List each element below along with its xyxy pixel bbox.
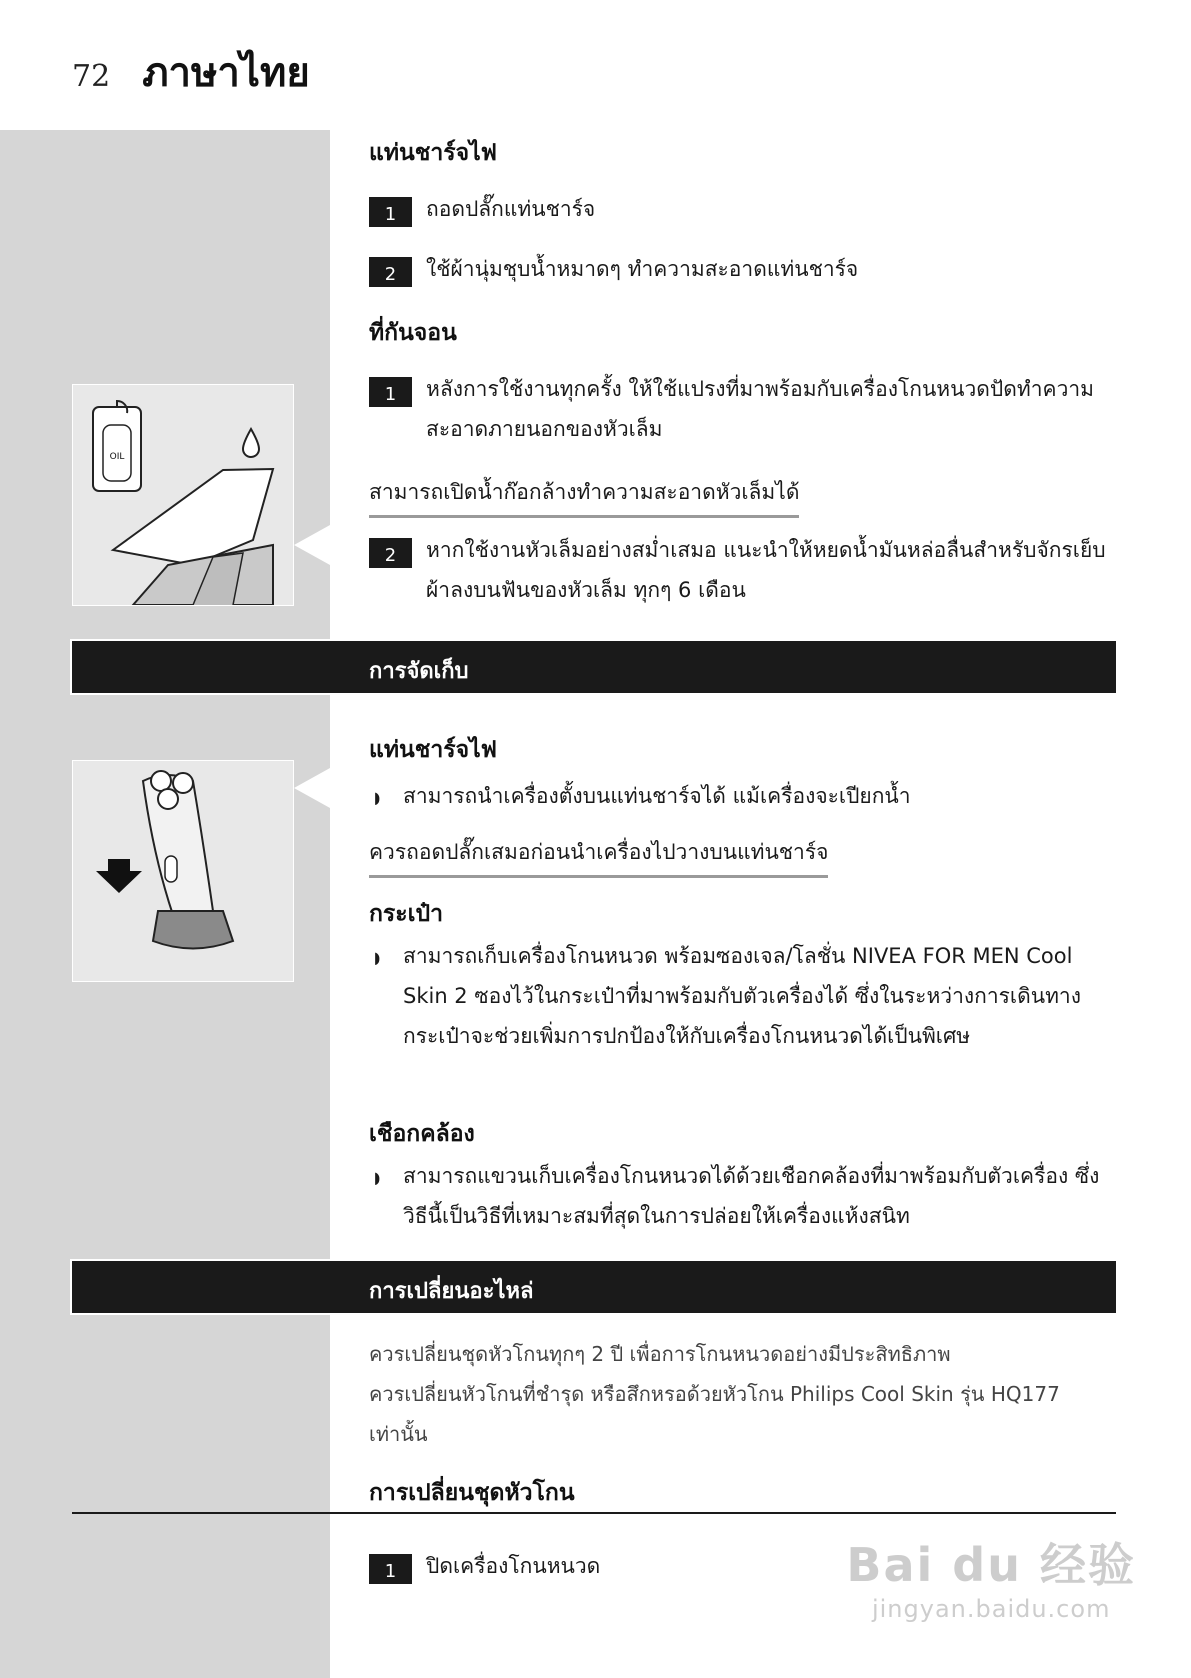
- bullet-item: [369, 780, 1153, 816]
- pouch-title: กระเป๋า: [369, 901, 444, 927]
- step-text: ปิดเครื่องโกนหนวด: [426, 1554, 601, 1578]
- bullet-text: สามารถแขวนเก็บเครื่องโกนหนวดได้ด้วยเชือกคล้องที่มาพร้อมกับตัวเครื่อง ซึ่งวิธีนี้เป็นวิธีที่เหมาะสมที่สุดในการปล่อยให้เครื่องแห้งสนิท: [403, 1164, 1100, 1228]
- charger-storage-title: แท่นชาร์จไฟ: [369, 737, 497, 763]
- bullet-icon: ◗: [374, 1168, 381, 1187]
- divider: [72, 1512, 1116, 1514]
- illustration-pointer: [294, 525, 330, 565]
- page-header: [72, 40, 310, 104]
- step-text: ถอดปลั๊กแท่นชาร์จ: [426, 197, 596, 221]
- page-language-title: ภาษาไทย: [142, 49, 310, 96]
- watermark-logo: Bai du 经验: [846, 1538, 1136, 1592]
- shaver-charger-illustration: [72, 760, 294, 982]
- step-item: [369, 375, 1126, 449]
- cord-title: เชือกคล้อง: [369, 1121, 475, 1147]
- step-number: 1: [369, 1554, 412, 1584]
- bullet-icon: ◗: [374, 948, 381, 967]
- step-text: หลังการใช้งานทุกครั้ง ให้ใช้แปรงที่มาพร้อมกับเครื่องโกนหนวดปัดทำความสะอาดภายนอกของหัวเล็ม: [426, 377, 1095, 441]
- trimmer-oil-drawing: [73, 385, 293, 605]
- trimmer-oil-illustration: [72, 384, 294, 606]
- step-number: 2: [369, 538, 412, 568]
- charger-storage-note: ควรถอดปลั๊กเสมอก่อนนำเครื่องไปวางบนแท่นชาร์จ: [369, 836, 828, 878]
- trimmer-cleaning-title: ที่กันจอน: [369, 320, 457, 346]
- step-item: [369, 536, 1126, 610]
- baidu-watermark: [846, 1529, 1136, 1623]
- bullet-text: สามารถเก็บเครื่องโกนหนวด พร้อมซองเจล/โลชั่น NIVEA FOR MEN Cool Skin 2 ซองไว้ในกระเป๋าที่มาพร้อมกับตัวเครื่องได้ ซึ่งในระหว่างการเดินทาง กระเป๋าจะช่วยเพิ่มการปกป้องให้กับเครื่องโกนหนวดได้เป็นพิเศษ: [403, 944, 1081, 1048]
- replacement-text-1: ควรเปลี่ยนชุดหัวโกนทุกๆ 2 ปี เพื่อการโกนหนวดอย่างมีประสิทธิภาพ: [369, 1342, 951, 1366]
- section-bar-replacement: [72, 1261, 1116, 1313]
- bullet-icon: ◗: [374, 788, 381, 807]
- step-number: 1: [369, 377, 412, 407]
- illustration-pointer: [294, 768, 330, 808]
- page-number: 72: [72, 59, 111, 94]
- step-text: ใช้ผ้านุ่มชุบน้ำหมาดๆ ทำความสะอาดแท่นชาร์จ: [426, 257, 859, 281]
- bullet-item: [369, 1160, 1123, 1236]
- shaver-charger-drawing: [73, 761, 293, 981]
- step-number: 1: [369, 197, 412, 227]
- bullet-text: สามารถนำเครื่องตั้งบนแท่นชาร์จได้ แม้เครื่องจะเปียกน้ำ: [403, 784, 911, 808]
- replacement-subtitle: การเปลี่ยนชุดหัวโกน: [369, 1480, 575, 1506]
- oil-label: OIL: [109, 452, 125, 462]
- section-title: การเปลี่ยนอะไหล่: [369, 1279, 534, 1304]
- watermark-url: jingyan.baidu.com: [871, 1595, 1111, 1623]
- step-item: [369, 195, 1126, 229]
- section-title: การจัดเก็บ: [369, 659, 469, 684]
- trimmer-note: สามารถเปิดน้ำก๊อกล้างทำความสะอาดหัวเล็มได้: [369, 476, 799, 518]
- charger-cleaning-title: แท่นชาร์จไฟ: [369, 140, 497, 166]
- step-number: 2: [369, 257, 412, 287]
- replacement-text-2: ควรเปลี่ยนหัวโกนที่ชำรุด หรือสึกหรอด้วยหัวโกน Philips Cool Skin รุ่น HQ177 เท่านั้น: [369, 1382, 1060, 1446]
- section-bar-storage: [72, 641, 1116, 693]
- bullet-item: [369, 940, 1103, 1056]
- step-item: [369, 255, 1126, 289]
- step-text: หากใช้งานหัวเล็มอย่างสม่ำเสมอ แนะนำให้หยดน้ำมันหล่อลื่นสำหรับจักรเย็บผ้าลงบนฟันของหัวเล็ม ทุกๆ 6 เดือน: [426, 538, 1106, 602]
